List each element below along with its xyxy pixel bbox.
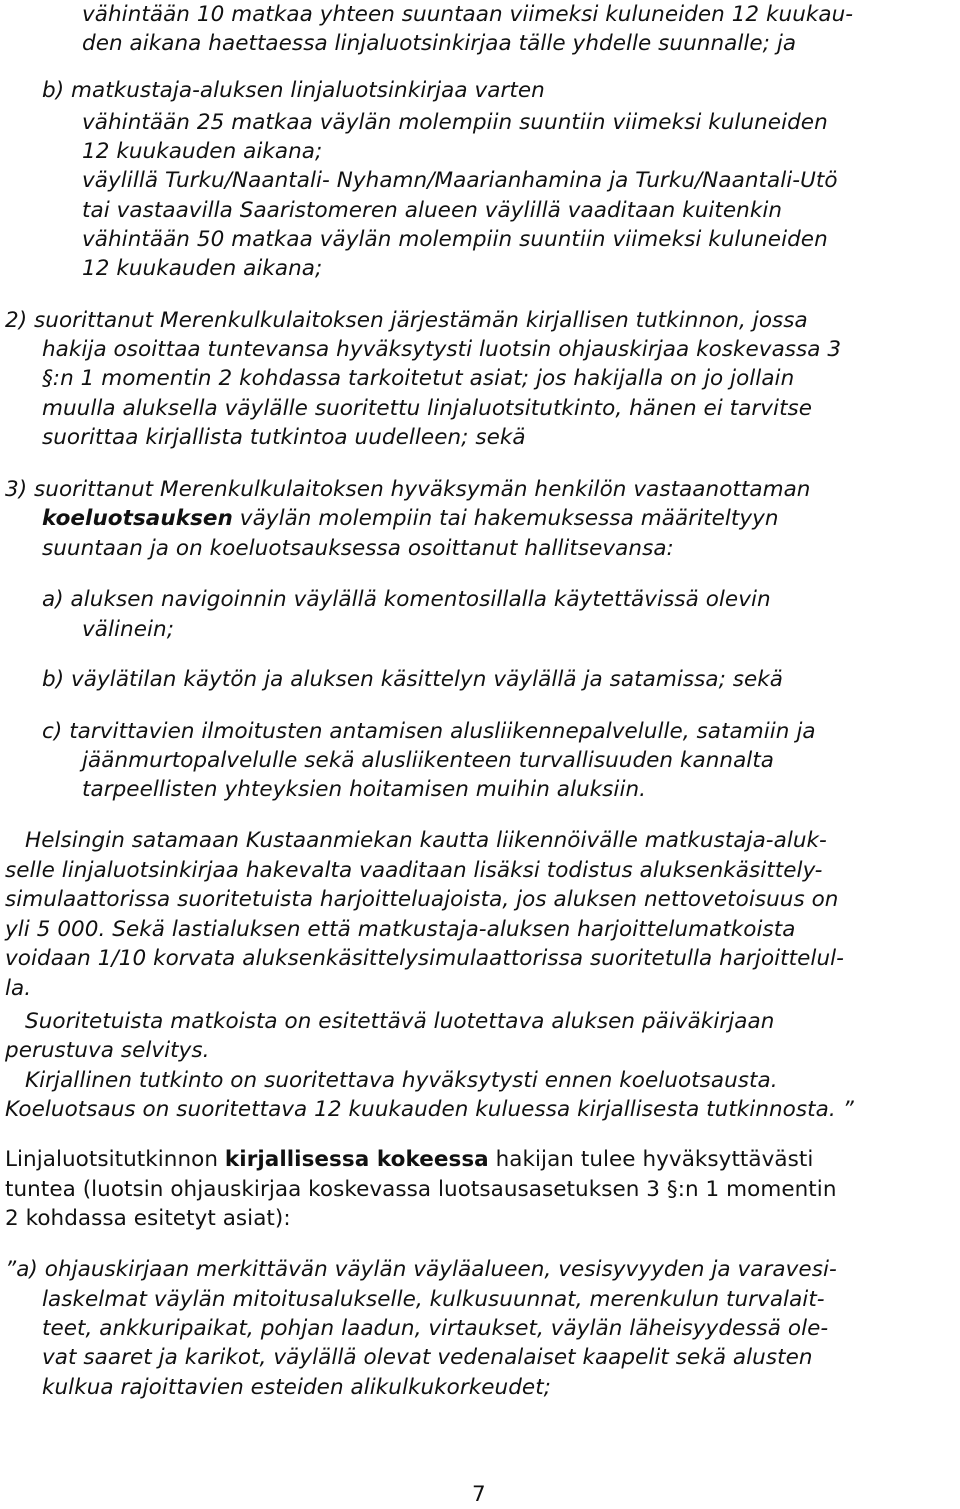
bold-term: koeluotsauksen bbox=[42, 506, 233, 531]
list-item-3: 3) suorittanut Merenkulkulaitoksen hyväksymän henkilön vastaanottaman bbox=[5, 477, 811, 502]
text-line: tai vastaavilla Saaristomeren alueen väylillä vaaditaan kuitenkin bbox=[82, 198, 783, 223]
text-span: Linjaluotsitutkinnon bbox=[5, 1147, 225, 1172]
text-line: selle linjaluotsinkirjaa hakevalta vaaditaan lisäksi todistus aluksenkäsittely- bbox=[5, 858, 823, 883]
text-line: laskelmat väylän mitoitusalukselle, kulkusuunnat, merenkulun turvalait- bbox=[42, 1287, 825, 1312]
text-line: jäänmurtopalvelulle sekä alusliikenteen turvallisuuden kannalta bbox=[82, 748, 775, 773]
bold-term: kirjallisessa kokeessa bbox=[224, 1147, 489, 1172]
text-line: voidaan 1/10 korvata aluksenkäsittelysimulaattorissa suoritetulla harjoittelul- bbox=[5, 946, 844, 971]
text-line bbox=[42, 504, 779, 533]
sub-item-c: c) tarvittavien ilmoitusten antamisen alusliikennepalvelulle, satamiin ja bbox=[42, 719, 816, 744]
text-line: kulkua rajoittavien esteiden alikulkukorkeudet; bbox=[42, 1375, 551, 1400]
text-line: muulla aluksella väylälle suoritettu linjaluotsitutkinto, hänen ei tarvitse bbox=[42, 396, 813, 421]
text-line: 12 kuukauden aikana; bbox=[82, 256, 323, 281]
text-line: suuntaan ja on koeluotsauksessa osoittanut hallitsevansa: bbox=[42, 536, 674, 561]
text-line: tuntea (luotsin ohjauskirjaa koskevassa luotsausasetuksen 3 §:n 1 momentin bbox=[5, 1177, 837, 1202]
text-line: perustuva selvitys. bbox=[5, 1038, 210, 1063]
list-item-a: ”a) ohjauskirjaan merkittävän väylän väyläalueen, vesisyvyyden ja varavesi- bbox=[5, 1257, 837, 1282]
text-line: vähintään 10 matkaa yhteen suuntaan viimeksi kuluneiden 12 kuukau- bbox=[82, 2, 854, 27]
text-line: vat saaret ja karikot, väylällä olevat vedenalaiset kaapelit sekä alusten bbox=[42, 1345, 813, 1370]
text-span: hakijan tulee hyväksyttävästi bbox=[488, 1147, 814, 1172]
text-line: tarpeellisten yhteyksien hoitamisen muihin aluksiin. bbox=[82, 777, 647, 802]
text-line: 2 kohdassa esitetyt asiat): bbox=[5, 1206, 291, 1231]
text-line: Koeluotsaus on suoritettava 12 kuukauden kuluessa kirjallisesta tutkinnosta. ” bbox=[5, 1097, 854, 1122]
page-number: 7 bbox=[472, 1482, 486, 1507]
text-line: yli 5 000. Sekä lastialuksen että matkustaja-aluksen harjoittelumatkoista bbox=[5, 917, 796, 942]
text-line: suorittaa kirjallista tutkintoa uudelleen; sekä bbox=[42, 425, 526, 450]
text-line: vähintään 25 matkaa väylän molempiin suuntiin viimeksi kuluneiden bbox=[82, 110, 828, 135]
text-line: Suoritetuista matkoista on esitettävä luotettava aluksen päiväkirjaan bbox=[25, 1009, 775, 1034]
list-item-2: 2) suorittanut Merenkulkulaitoksen järjestämän kirjallisen tutkinnon, jossa bbox=[5, 308, 808, 333]
sub-item-b: b) väylätilan käytön ja aluksen käsittelyn väylällä ja satamissa; sekä bbox=[42, 667, 784, 692]
text-line bbox=[5, 1145, 813, 1174]
text-line: hakija osoittaa tuntevansa hyväksytysti luotsin ohjauskirjaa koskevassa 3 bbox=[42, 337, 842, 362]
text-line: den aikana haettaessa linjaluotsinkirjaa tälle yhdelle suunnalle; ja bbox=[82, 31, 797, 56]
text-line: teet, ankkuripaikat, pohjan laadun, virtaukset, väylän läheisyydessä ole- bbox=[42, 1316, 829, 1341]
text-line: §:n 1 momentin 2 kohdassa tarkoitetut asiat; jos hakijalla on jo jollain bbox=[42, 366, 795, 391]
text-line: la. bbox=[5, 976, 32, 1001]
text-line: Helsingin satamaan Kustaanmiekan kautta liikennöivälle matkustaja-aluk- bbox=[25, 828, 827, 853]
text-line: Kirjallinen tutkinto on suoritettava hyväksytysti ennen koeluotsausta. bbox=[25, 1068, 778, 1093]
list-item-b: b) matkustaja-aluksen linjaluotsinkirjaa varten bbox=[42, 78, 545, 103]
text-line: simulaattorissa suoritetuista harjoitteluajoista, jos aluksen nettovetoisuus on bbox=[5, 887, 839, 912]
sub-item-a: a) aluksen navigoinnin väylällä komentosillalla käytettävissä olevin bbox=[42, 587, 771, 612]
text-span: väylän molempiin tai hakemuksessa määriteltyyn bbox=[232, 506, 779, 531]
text-line: vähintään 50 matkaa väylän molempiin suuntiin viimeksi kuluneiden bbox=[82, 227, 828, 252]
text-line: 12 kuukauden aikana; bbox=[82, 139, 323, 164]
text-line: väylillä Turku/Naantali- Nyhamn/Maarianhamina ja Turku/Naantali-Utö bbox=[82, 168, 838, 193]
text-line: välinein; bbox=[82, 617, 174, 642]
